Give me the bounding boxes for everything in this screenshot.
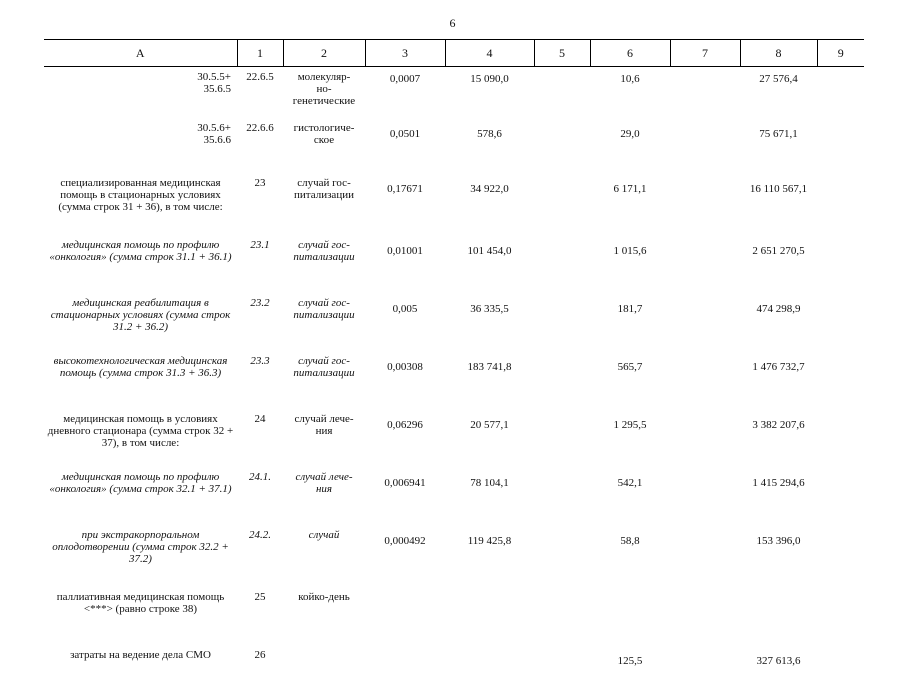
cell-col-6: 1 295,5: [590, 413, 670, 471]
cell-col-4: 20 577,1: [445, 413, 534, 471]
cell-col-7: [670, 177, 740, 239]
row-unit: случай лече- ния: [283, 413, 365, 471]
table-row: [44, 297, 864, 355]
table-row: [44, 413, 864, 471]
row-code: 24.2.: [237, 529, 283, 591]
cell-col-6: 542,1: [590, 471, 670, 529]
cell-col-3: 0,000492: [365, 529, 445, 591]
cell-col-9: [817, 649, 864, 695]
cell-col-3: 0,006941: [365, 471, 445, 529]
cell-col-4: 119 425,8: [445, 529, 534, 591]
row-unit: койко-день: [283, 591, 365, 649]
row-label: специализированная медицинская помощь в стационарных условиях (сумма строк 31 + 36), в том числе:: [44, 177, 237, 239]
row-label: медицинская помощь по профилю «онкология» (сумма строк 31.1 + 36.1): [44, 239, 237, 297]
table-body: [44, 67, 864, 695]
cell-col-5: [534, 413, 590, 471]
cell-col-5: [534, 649, 590, 695]
column-header: 2: [283, 40, 365, 67]
cell-col-4: 78 104,1: [445, 471, 534, 529]
page-number: 6: [0, 16, 905, 31]
header-row: [44, 40, 864, 67]
cell-col-3: 0,17671: [365, 177, 445, 239]
row-unit: молекуляр- но- генетические: [283, 67, 365, 123]
cell-col-5: [534, 529, 590, 591]
table-row: [44, 591, 864, 649]
cell-col-6: 1 015,6: [590, 239, 670, 297]
cell-col-8: 327 613,6: [740, 649, 817, 695]
cell-col-7: [670, 239, 740, 297]
row-unit: случай лече- ния: [283, 471, 365, 529]
row-unit: гистологиче- ское: [283, 122, 365, 177]
cell-col-4: 578,6: [445, 122, 534, 177]
row-unit: [283, 649, 365, 695]
cell-col-7: [670, 591, 740, 649]
row-code: 23: [237, 177, 283, 239]
cell-col-6: 125,5: [590, 649, 670, 695]
cell-col-3: 0,0501: [365, 122, 445, 177]
cell-col-4: 34 922,0: [445, 177, 534, 239]
cell-col-9: [817, 297, 864, 355]
cell-col-6: 565,7: [590, 355, 670, 413]
cell-col-3: [365, 649, 445, 695]
cell-col-8: 2 651 270,5: [740, 239, 817, 297]
cell-col-5: [534, 177, 590, 239]
column-header: 6: [590, 40, 670, 67]
row-label: медицинская помощь в условиях дневного стационара (сумма строк 32 + 37), в том числе:: [44, 413, 237, 471]
cell-col-7: [670, 471, 740, 529]
data-table: [44, 39, 864, 695]
cell-col-9: [817, 355, 864, 413]
cell-col-6: 10,6: [590, 67, 670, 123]
cell-col-6: 181,7: [590, 297, 670, 355]
row-unit: случай: [283, 529, 365, 591]
cell-col-4: 101 454,0: [445, 239, 534, 297]
cell-col-3: 0,005: [365, 297, 445, 355]
row-code: 22.6.6: [237, 122, 283, 177]
row-code: 23.1: [237, 239, 283, 297]
cell-col-3: 0,06296: [365, 413, 445, 471]
cell-col-8: [740, 591, 817, 649]
table-row: [44, 649, 864, 695]
table-row: [44, 471, 864, 529]
cell-col-4: [445, 649, 534, 695]
cell-col-9: [817, 413, 864, 471]
row-code: 23.2: [237, 297, 283, 355]
cell-col-8: 1 476 732,7: [740, 355, 817, 413]
table-row: [44, 122, 864, 177]
cell-col-5: [534, 591, 590, 649]
table-row: [44, 239, 864, 297]
cell-col-9: [817, 122, 864, 177]
cell-col-7: [670, 413, 740, 471]
row-label: 30.5.5+ 35.6.5: [44, 67, 237, 123]
row-label: затраты на ведение дела СМО: [44, 649, 237, 695]
column-header: 8: [740, 40, 817, 67]
column-header: 3: [365, 40, 445, 67]
cell-col-8: 27 576,4: [740, 67, 817, 123]
cell-col-7: [670, 529, 740, 591]
table-row: [44, 177, 864, 239]
row-label: медицинская помощь по профилю «онкология» (сумма строк 32.1 + 37.1): [44, 471, 237, 529]
cell-col-6: 58,8: [590, 529, 670, 591]
column-header: А: [44, 40, 237, 67]
cell-col-5: [534, 297, 590, 355]
cell-col-9: [817, 529, 864, 591]
cell-col-6: 29,0: [590, 122, 670, 177]
table-row: [44, 529, 864, 591]
cell-col-8: 3 382 207,6: [740, 413, 817, 471]
cell-col-5: [534, 122, 590, 177]
row-code: 26: [237, 649, 283, 695]
row-unit: случай гос- питализации: [283, 297, 365, 355]
cell-col-9: [817, 177, 864, 239]
row-label: 30.5.6+ 35.6.6: [44, 122, 237, 177]
cell-col-8: 474 298,9: [740, 297, 817, 355]
cell-col-7: [670, 297, 740, 355]
column-header: 1: [237, 40, 283, 67]
column-header: 9: [817, 40, 864, 67]
cell-col-8: 153 396,0: [740, 529, 817, 591]
cell-col-3: 0,0007: [365, 67, 445, 123]
row-code: 24: [237, 413, 283, 471]
column-header: 4: [445, 40, 534, 67]
cell-col-3: [365, 591, 445, 649]
cell-col-4: 36 335,5: [445, 297, 534, 355]
cell-col-6: [590, 591, 670, 649]
cell-col-8: 75 671,1: [740, 122, 817, 177]
cell-col-9: [817, 239, 864, 297]
column-header: 5: [534, 40, 590, 67]
cell-col-7: [670, 649, 740, 695]
row-code: 25: [237, 591, 283, 649]
row-unit: случай гос- питализации: [283, 239, 365, 297]
cell-col-3: 0,00308: [365, 355, 445, 413]
cell-col-7: [670, 122, 740, 177]
cell-col-9: [817, 591, 864, 649]
cell-col-7: [670, 67, 740, 123]
cell-col-7: [670, 355, 740, 413]
table-row: [44, 67, 864, 123]
row-code: 23.3: [237, 355, 283, 413]
row-label: паллиативная медицинская помощь <***> (равно строке 38): [44, 591, 237, 649]
row-code: 24.1.: [237, 471, 283, 529]
column-header: 7: [670, 40, 740, 67]
cell-col-4: [445, 591, 534, 649]
cell-col-8: 1 415 294,6: [740, 471, 817, 529]
cell-col-9: [817, 471, 864, 529]
cell-col-8: 16 110 567,1: [740, 177, 817, 239]
cell-col-5: [534, 355, 590, 413]
row-label: при экстракорпоральном оплодотворении (сумма строк 32.2 + 37.2): [44, 529, 237, 591]
cell-col-6: 6 171,1: [590, 177, 670, 239]
cell-col-9: [817, 67, 864, 123]
cell-col-3: 0,01001: [365, 239, 445, 297]
cell-col-4: 183 741,8: [445, 355, 534, 413]
cell-col-4: 15 090,0: [445, 67, 534, 123]
row-label: высокотехнологическая медицинская помощь (сумма строк 31.3 + 36.3): [44, 355, 237, 413]
row-code: 22.6.5: [237, 67, 283, 123]
cell-col-5: [534, 471, 590, 529]
row-unit: случай гос- питализации: [283, 355, 365, 413]
row-unit: случай гос- питализации: [283, 177, 365, 239]
row-label: медицинская реабилитация в стационарных условиях (сумма строк 31.2 + 36.2): [44, 297, 237, 355]
table-row: [44, 355, 864, 413]
cell-col-5: [534, 67, 590, 123]
cell-col-5: [534, 239, 590, 297]
